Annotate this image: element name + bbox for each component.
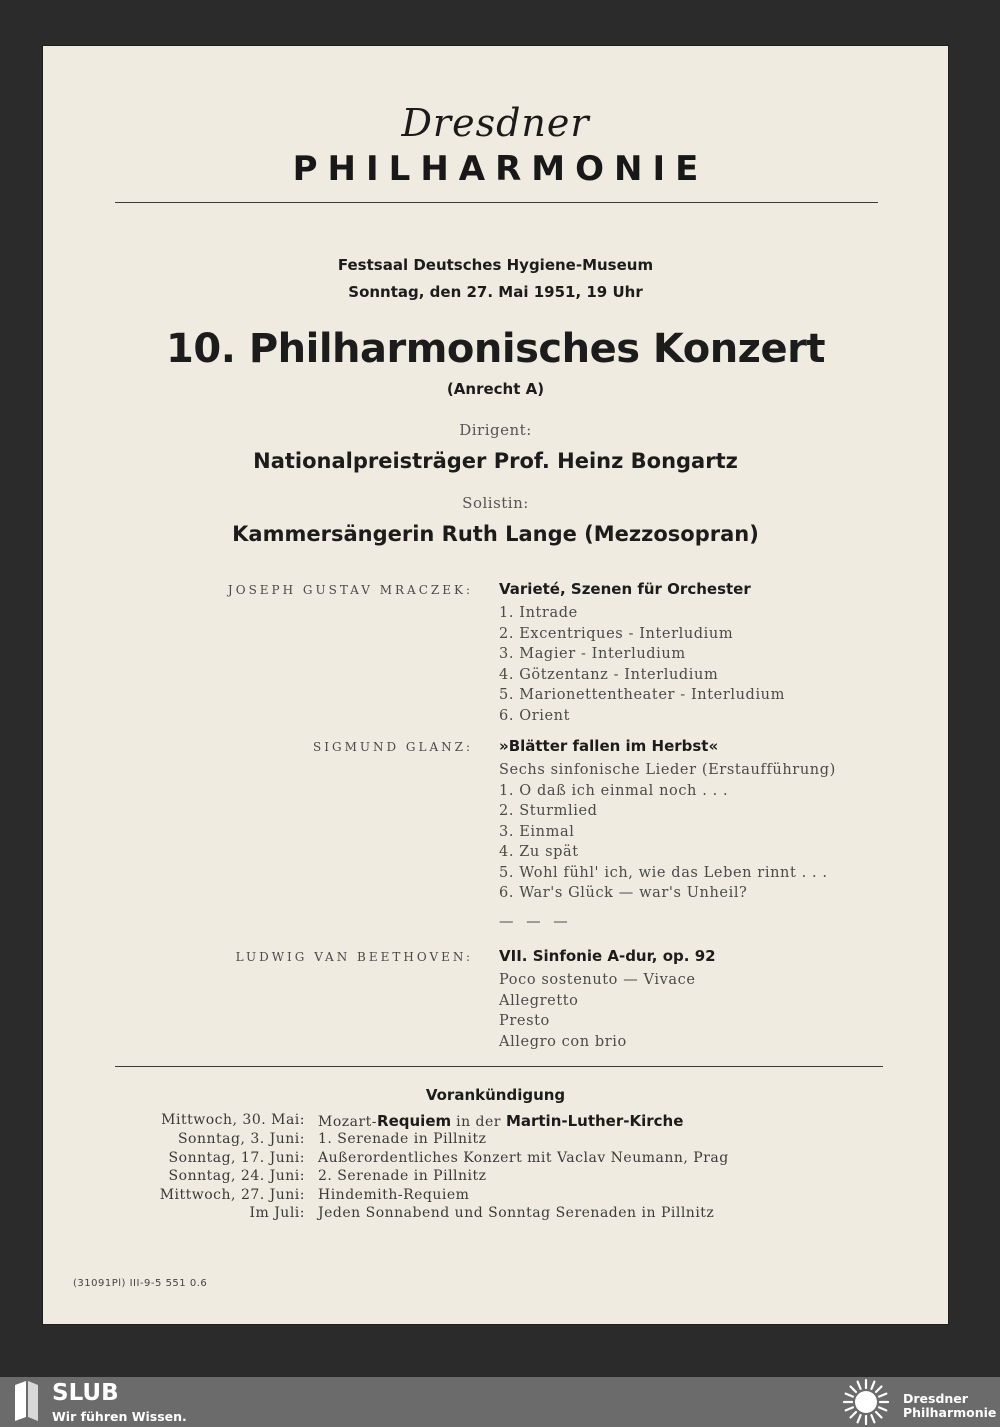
announcement-text: 1. Serenade in Pillnitz	[318, 1131, 487, 1147]
dp-logo-line1: Dresdner	[903, 1391, 968, 1406]
announcement-bold: Requiem	[377, 1112, 452, 1130]
announcement-date: Im Juli:	[249, 1205, 305, 1221]
song-item: 5. Wohl fühl' ich, wie das Leben rinnt . . .	[499, 864, 828, 881]
concert-title: 10. Philharmonisches Konzert	[166, 326, 825, 372]
announcement-row	[43, 1168, 948, 1187]
composer-beethoven: LUDWIG VAN BEETHOVEN:	[235, 950, 473, 964]
announcement-date: Sonntag, 3. Juni:	[177, 1131, 305, 1147]
sunburst-logo-icon[interactable]	[842, 1378, 890, 1426]
venue: Festsaal Deutsches Hygiene-Museum	[337, 256, 654, 274]
orchestra-title: PHILHARMONIE	[292, 149, 709, 189]
announcement-text-part: Mozart-	[318, 1114, 378, 1130]
dp-logo-line2: Philharmonie	[903, 1405, 997, 1420]
soloist-label: Solistin:	[462, 494, 529, 512]
announcement-bold: Martin-Luther-Kirche	[505, 1112, 684, 1130]
conductor-label: Dirigent:	[459, 421, 532, 439]
work-subtitle: Sechs sinfonische Lieder (Erstaufführung)	[499, 762, 836, 778]
slub-tagline: Wir führen Wissen.	[52, 1409, 187, 1424]
song-item: 6. War's Glück — war's Unheil?	[499, 885, 748, 901]
announcement-text: Jeden Sonnabend und Sonntag Serenaden in Pillnitz	[318, 1205, 715, 1221]
print-code: (31091Pl) III-9-5 551 0.6	[73, 1278, 208, 1289]
header-rule	[115, 202, 878, 203]
announcement-row	[43, 1112, 948, 1131]
movement-item: 1. Intrade	[499, 605, 578, 621]
program-sheet	[43, 46, 948, 1324]
movement-item: 4. Götzentanz - Interludium	[499, 666, 719, 683]
song-item: 3. Einmal	[499, 823, 575, 840]
movement-item: Allegretto	[499, 992, 579, 1009]
movement-item: 3. Magier - Interludium	[499, 646, 686, 662]
announcement-rule	[115, 1066, 883, 1067]
announcement-text: Außerordentliches Konzert mit Vaclav Neumann, Prag	[318, 1149, 729, 1166]
announcement-text-part: in der	[451, 1114, 506, 1130]
composer-glanz: SIGMUND GLANZ:	[313, 740, 473, 754]
work-title-blaetter: »Blätter fallen im Herbst«	[499, 737, 719, 755]
book-icon	[12, 1379, 40, 1423]
work-title-sinfonie: VII. Sinfonie A-dur, op. 92	[499, 947, 716, 965]
work-title-variete: Varieté, Szenen für Orchester	[499, 580, 751, 598]
announcement-row	[43, 1205, 948, 1224]
song-item: 4. Zu spät	[499, 844, 579, 860]
song-item: 2. Sturmlied	[499, 803, 598, 819]
announcement-text	[318, 1112, 683, 1130]
concert-date: Sonntag, den 27. Mai 1951, 19 Uhr	[348, 283, 643, 301]
announcement-date: Sonntag, 24. Juni:	[168, 1168, 305, 1184]
announcement-row	[43, 1131, 948, 1150]
slub-logo-text[interactable]: SLUB	[52, 1380, 119, 1406]
movement-item: 6. Orient	[499, 707, 571, 724]
announcement-row	[43, 1150, 948, 1169]
conductor-name: Nationalpreisträger Prof. Heinz Bongartz	[253, 449, 738, 473]
movement-item: Allegro con brio	[499, 1033, 627, 1050]
movement-item: 2. Excentriques - Interludium	[499, 625, 734, 642]
composer-mraczek: JOSEPH GUSTAV MRACZEK:	[227, 583, 473, 597]
song-item: 1. O daß ich einmal noch . . .	[499, 782, 729, 799]
movement-item: Poco sostenuto — Vivace	[499, 972, 696, 988]
movement-item: Presto	[499, 1013, 550, 1029]
announcement-text: 2. Serenade in Pillnitz	[318, 1168, 487, 1184]
movement-item: 5. Marionettentheater - Interludium	[499, 687, 785, 703]
announcement-date: Sonntag, 17. Juni:	[168, 1149, 305, 1166]
soloist-name: Kammersängerin Ruth Lange (Mezzosopran)	[232, 522, 759, 546]
announcement-date: Mittwoch, 27. Juni:	[159, 1186, 305, 1203]
announcement-row	[43, 1187, 948, 1206]
announcement-text: Hindemith-Requiem	[318, 1186, 470, 1203]
announcement-heading: Vorankündigung	[425, 1086, 566, 1104]
announcement-date: Mittwoch, 30. Mai:	[161, 1112, 305, 1128]
program-separator: — — —	[499, 914, 572, 930]
orchestra-script-title: Dresdner	[401, 101, 590, 145]
subscription: (Anrecht A)	[446, 380, 545, 398]
